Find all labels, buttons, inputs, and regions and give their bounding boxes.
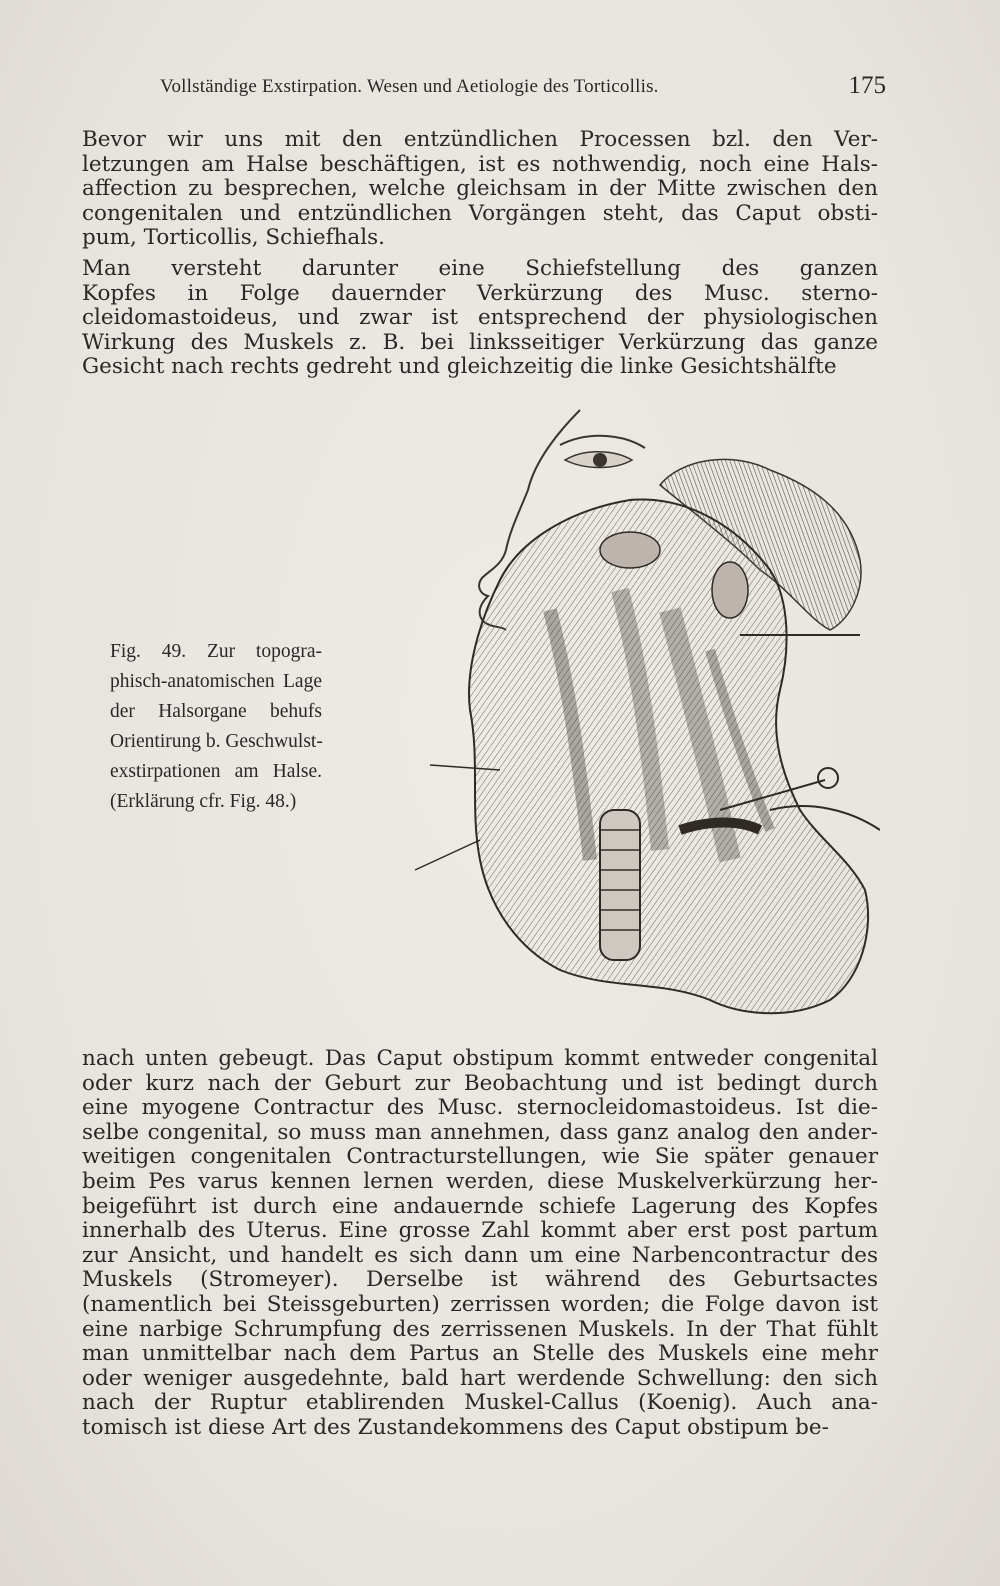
text-line: congenitalen und entzündlichen Vorgängen steht, das Caput obsti-	[82, 200, 878, 226]
text-line: affection zu besprechen, welche gleichsam in der Mitte zwischen den	[82, 176, 878, 202]
caption-line: exstirpationen am Halse.	[110, 761, 322, 782]
text-line: Wirkung des Muskels z. B. bei linksseitiger Verkürzung das ganze	[82, 329, 878, 355]
figure-caption	[110, 637, 322, 817]
text-line: beigeführt ist durch eine andauernde schiefe Lagerung des Kopfes	[82, 1193, 878, 1219]
text-line: cleidomastoideus, und zwar ist entsprechend der physiologischen	[82, 305, 878, 331]
caption-line: phisch-anatomischen Lage	[110, 671, 322, 692]
text-line: (namentlich bei Steissgeburten) zerrissen worden; die Folge davon ist	[82, 1291, 878, 1317]
paragraph-definition	[82, 257, 878, 380]
caption-line: Orientirung b. Geschwulst-	[110, 731, 323, 752]
text-line: zur Ansicht, und handelt es sich dann um eine Narbencontractur des	[82, 1242, 878, 1268]
text-line: weitigen congenitalen Contracturstellungen, wie Sie später genauer	[82, 1144, 878, 1170]
text-line: eine myogene Contractur des Musc. sternocleidomastoideus. Ist die-	[82, 1095, 878, 1121]
neck-dissection-illustration	[410, 390, 880, 1030]
caption-line: Fig. 49. Zur topogra-	[110, 641, 322, 662]
text-line: innerhalb des Uterus. Eine grosse Zahl kommt aber erst post partum	[82, 1218, 878, 1244]
text-line: Muskels (Stromeyer). Derselbe ist während des Geburtsactes	[82, 1267, 878, 1293]
anatomical-figure-neck	[410, 390, 880, 1030]
text-line: beim Pes varus kennen lernen werden, diese Muskelverkürzung her-	[82, 1168, 878, 1194]
text-line: Man versteht darunter eine Schiefstellung des ganzen	[82, 256, 878, 281]
text-line: Kopfes in Folge dauernder Verkürzung des Musc. sterno-	[82, 280, 878, 306]
text-line: nach der Ruptur etablirenden Muskel-Callus (Koenig). Auch ana-	[82, 1390, 878, 1416]
text-line: letzungen am Halse beschäftigen, ist es nothwendig, noch eine Hals-	[82, 151, 878, 177]
text-line: selbe congenital, so muss man annehmen, dass ganz analog den ander-	[82, 1119, 878, 1145]
caption-line: (Erklärung cfr. Fig. 48.)	[110, 791, 297, 812]
running-head	[160, 72, 890, 112]
caption-line: der Halsorgane behufs	[110, 701, 322, 722]
paragraph-intro	[82, 128, 878, 251]
text-line: man unmittelbar nach dem Partus an Stelle des Muskels eine mehr	[82, 1341, 878, 1367]
text-line: nach unten gebeugt. Das Caput obstipum kommt entweder congenital	[82, 1046, 878, 1071]
text-line: oder weniger ausgedehnte, bald hart werdende Schwellung: den sich	[82, 1365, 878, 1391]
page-number: 175	[848, 72, 886, 99]
text-line: pum, Torticollis, Schiefhals.	[82, 225, 385, 251]
text-line: eine narbige Schrumpfung des zerrissenen Muskels. In der That fühlt	[82, 1316, 878, 1342]
text-line: oder kurz nach der Geburt zur Beobachtung und ist bedingt durch	[82, 1070, 878, 1096]
text-line: tomisch ist diese Art des Zustandekommens des Caput obstipum be-	[82, 1414, 829, 1440]
running-head-title: Vollständige Exstirpation. Wesen und Aetiologie des Torticollis.	[160, 76, 659, 97]
paragraph-etiology	[82, 1047, 878, 1441]
text-line: Gesicht nach rechts gedreht und gleichzeitig die linke Gesichtshälfte	[82, 354, 837, 380]
text-line: Bevor wir uns mit den entzündlichen Processen bzl. den Ver-	[82, 127, 878, 152]
